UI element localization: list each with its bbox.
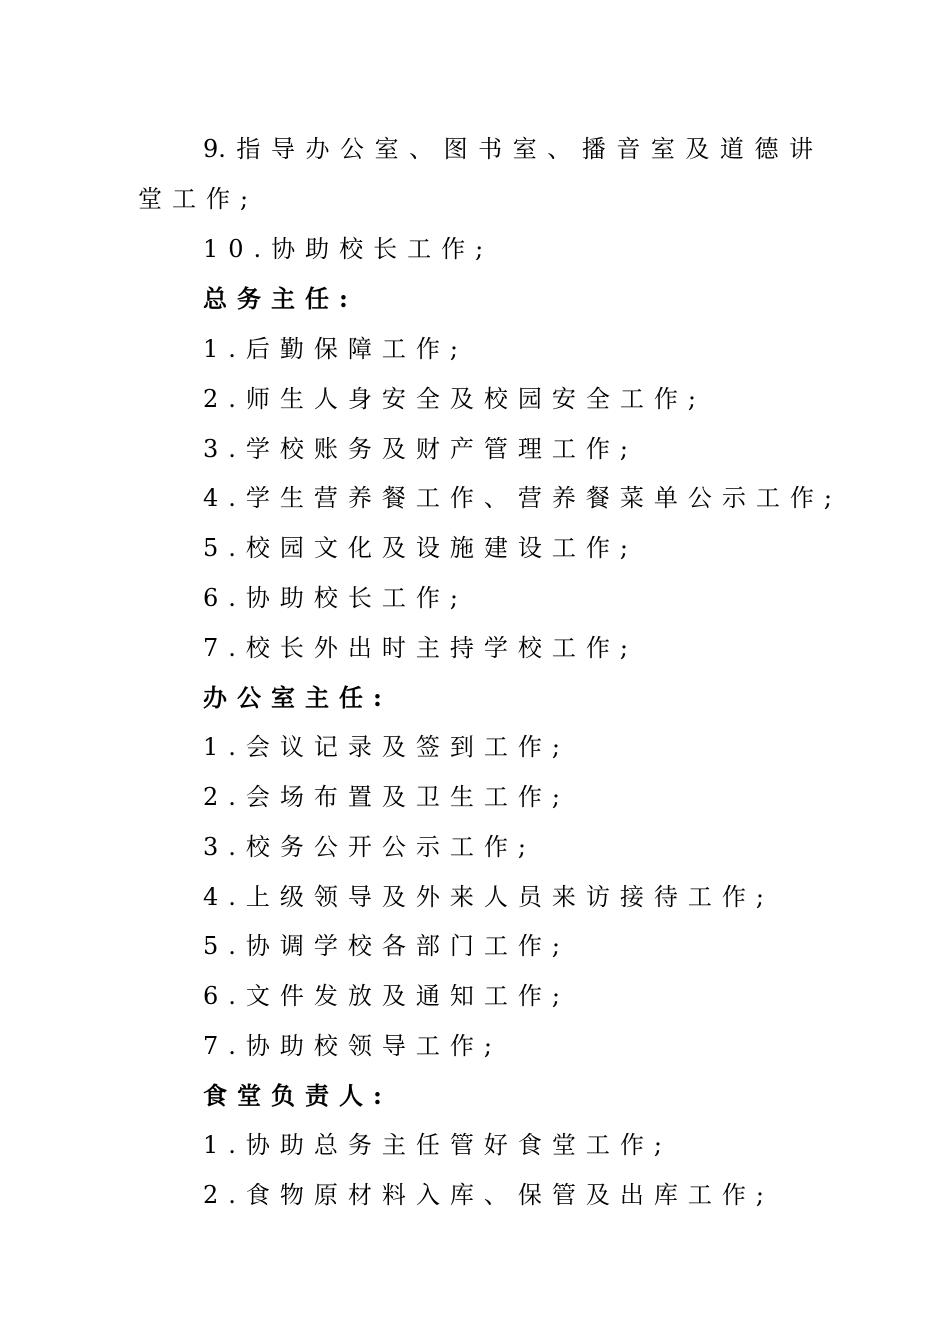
- list-item: 2.食物原材料入库、保管及出库工作;: [203, 1181, 774, 1209]
- paragraph-line: 堂工作;: [138, 185, 259, 213]
- list-item: 1.协助总务主任管好食堂工作;: [203, 1131, 672, 1159]
- list-item: 7.协助校领导工作;: [203, 1032, 502, 1060]
- list-item: 6.文件发放及通知工作;: [203, 982, 570, 1010]
- list-item: 1.后勤保障工作;: [203, 335, 468, 363]
- list-item: 4.上级领导及外来人员来访接待工作;: [203, 883, 774, 911]
- list-item: 1.会议记录及签到工作;: [203, 733, 570, 761]
- section-heading: 办公室主任:: [203, 683, 392, 712]
- list-item: 5.协调学校各部门工作;: [203, 932, 570, 960]
- list-item: 3.校务公开公示工作;: [203, 833, 536, 861]
- section-heading: 总务主任:: [203, 284, 358, 313]
- list-item: 2.会场布置及卫生工作;: [203, 783, 570, 811]
- list-item: 7.校长外出时主持学校工作;: [203, 634, 638, 662]
- paragraph-line: 9.指导办公室、图书室、播音室及道德讲: [203, 135, 813, 163]
- list-item: 3.学校账务及财产管理工作;: [203, 435, 638, 463]
- list-item: 2.师生人身安全及校园安全工作;: [203, 385, 706, 413]
- list-item: 6.协助校长工作;: [203, 584, 468, 612]
- paragraph-line: 10.协助校长工作;: [203, 235, 494, 263]
- section-heading: 食堂负责人:: [203, 1081, 392, 1110]
- list-item: 4.学生营养餐工作、营养餐菜单公示工作;: [203, 484, 842, 512]
- list-item: 5.校园文化及设施建设工作;: [203, 534, 638, 562]
